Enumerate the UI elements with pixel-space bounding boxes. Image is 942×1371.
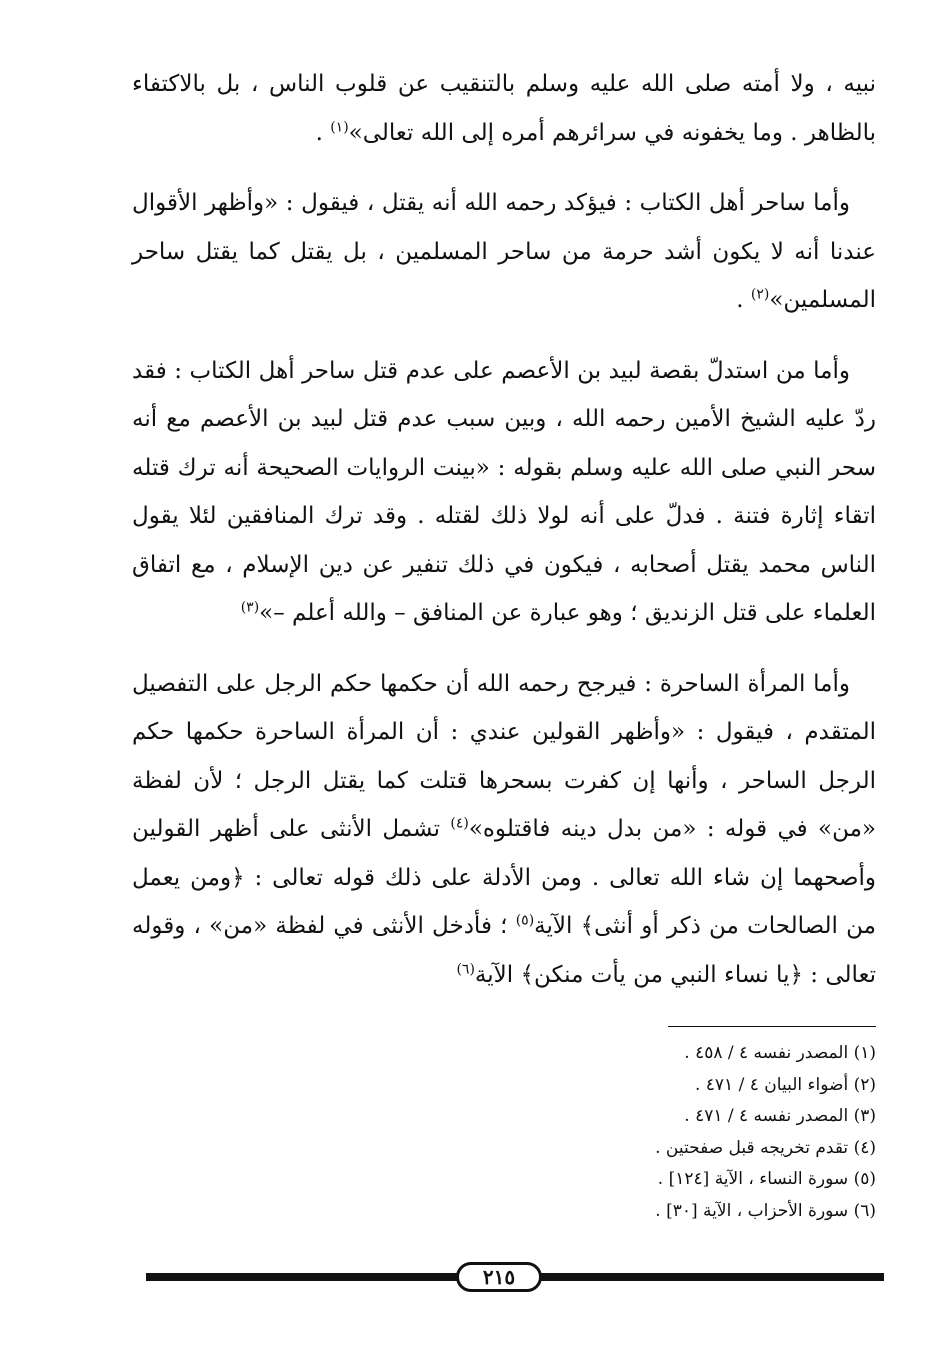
footnote-ref-2[interactable]: (٢): [750, 286, 770, 303]
footnotes: [136, 1038, 876, 1228]
footnote-ref-5[interactable]: (٥): [515, 912, 535, 929]
page-number: ٢١٥: [456, 1262, 542, 1292]
paragraph-text: وأما ساحر أهل الكتاب : فيؤكد رحمه الله أنه يقتل ، فيقول : «وأظهر الأقوال عندنا أنه لا يكون أشد حرمة من ساحر المسلمين ، بل يقتل كما يقتل ساحر المسلمين»: [132, 190, 876, 313]
main-text: [132, 60, 876, 1021]
paragraph-text: نبيه ، ولا أمته صلى الله عليه وسلم بالتنقيب عن قلوب الناس ، بل بالاكتفاء بالظاهر . وما يخفونه في سرائرهم أمره إلى الله تعالى»: [132, 71, 876, 146]
paragraph-4: [132, 660, 876, 1000]
paragraph-1: [132, 60, 876, 157]
footnote-separator: [668, 1026, 876, 1027]
paragraph-text-tail: ؛ فأدخل الأنثى في لفظة «من» ، وقوله تعالى : ﴿يا نساء النبي من يأت منكن﴾ الآية: [132, 913, 876, 988]
footnote-6: (٦) سورة الأحزاب ، الآية [٣٠] .: [655, 1200, 876, 1221]
paragraph-3: [132, 347, 876, 638]
footer-rule-right: [540, 1273, 884, 1281]
paragraph-2: [132, 179, 876, 325]
footnote-ref-4[interactable]: (٤): [450, 815, 469, 832]
paragraph-text-middle: تشمل الأنثى على أظهر القولين وأصحهما إن شاء الله تعالى . ومن الأدلة على ذلك قوله تعالى : ﴿ومن يعمل من الصالحات من ذكر أو أنثى﴾ الآية: [132, 816, 876, 939]
footnote-ref-3[interactable]: (٣): [240, 599, 260, 616]
footer-rule-left: [146, 1273, 458, 1281]
paragraph-text: وأما من استدلّ بقصة لبيد بن الأعصم على عدم قتل ساحر أهل الكتاب : فقد ردّ عليه الشيخ الأمين رحمه الله ، وبين سبب عدم قتل لبيد بن الأعصم مع أنه سحر النبي صلى الله عليه وسلم بقوله : «بينت الروايات الصحيحة أنه ترك قتله اتقاء إثارة فتنة . فدلّ على أنه لولا ذلك لقتله . وقد ترك المنافقين لئلا يقول الناس محمد يقتل أصحابه ، فيكون في ذلك تنفير عن دين الإسلام ، مع اتفاق العلماء على قتل الزنديق ؛ وهو عبارة عن المنافق – والله أعلم –»: [132, 357, 876, 626]
footnote-3: (٣) المصدر نفسه ٤ / ٤٧١ .: [684, 1106, 876, 1127]
paragraph-text: وأما المرأة الساحرة : فيرجح رحمه الله أن حكمها حكم الرجل على التفصيل المتقدم ، فيقول : «وأظهر القولين عندي : أن المرأة الساحرة حكمها حكم الرجل الساحر ، وأنها إن كفرت بسحرها قتلت كما يقتل الرجل ؛ لأن لفظة «من» في قوله : «من بدل دينه فاقتلوه»: [132, 670, 877, 842]
footnote-4: (٤) تقدم تخريجه قبل صفحتين .: [655, 1137, 876, 1158]
paragraph-text-tail: .: [736, 287, 751, 313]
footnote-ref-6[interactable]: (٦): [456, 960, 475, 977]
footnote-2: (٢) أضواء البيان ٤ / ٤٧١ .: [694, 1074, 876, 1095]
footnote-1: (١) المصدر نفسه ٤ / ٤٥٨ .: [684, 1043, 876, 1063]
footnote-5: (٥) سورة النساء ، الآية [١٢٤] .: [657, 1169, 876, 1190]
paragraph-text-tail: .: [315, 119, 331, 146]
footnote-ref-1[interactable]: (١): [330, 118, 349, 135]
